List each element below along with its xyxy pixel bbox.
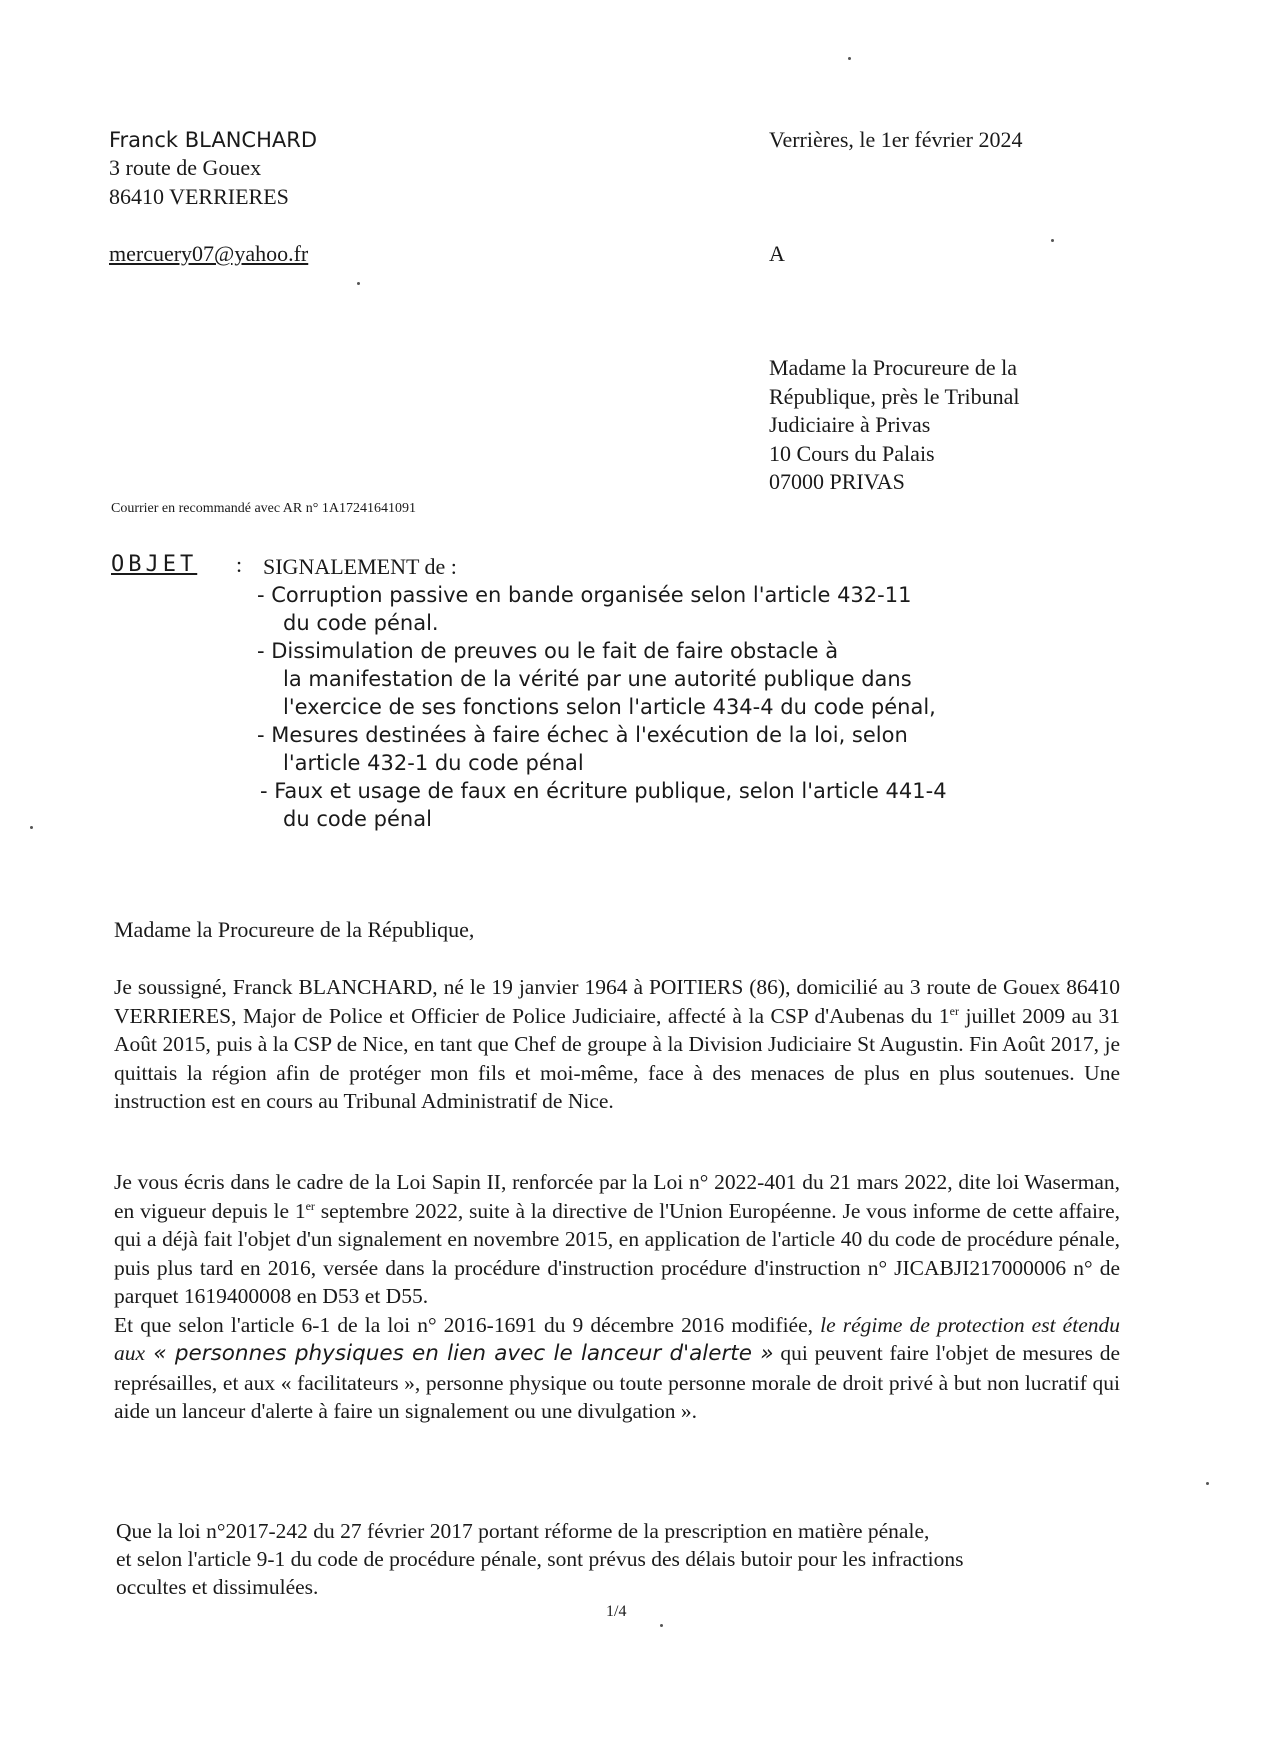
subject-line: - Faux et usage de faux en écriture publique, selon l'article 441-4 [260, 779, 947, 803]
sender-city: 86410 VERRIERES [109, 184, 289, 209]
registered-mail-note: Courrier en recommandé avec AR n° 1A17241641091 [111, 501, 416, 516]
sender-email-link[interactable]: mercuery07@yahoo.fr [109, 241, 309, 266]
paragraph-2-sup: er [305, 1198, 315, 1213]
paragraph-2-text-a: Je vous écris dans le cadre de la Loi Sapin II, renforcée par la Loi n° 2022-401 du 21 mars 2022, dite loi Waserman, en vigueur depuis le 1 [114, 1170, 1120, 1223]
paragraph-3-italic-quote: « personnes physiques en lien avec le lanceur d'alerte » [145, 1341, 774, 1366]
date-line: Verrières, le 1er février 2024 [769, 127, 1023, 152]
paragraph-3-italic: le régime de protection est étendu aux [114, 1312, 1120, 1365]
scan-speck [1206, 1482, 1209, 1485]
paragraph-3-text-b: qui peuvent faire l'objet de mesures de représailles, et aux « facilitateurs », personne physique ou toute personne morale de droit privé à but non lucratif qui aide un lanceur d'alerte à faire un signalement ou une divulgation ». [114, 1341, 1120, 1423]
paragraph-4-line-2: et selon l'article 9-1 du code de procédure pénale, sont prévus des délais butoir pour les infractions [116, 1547, 964, 1571]
paragraph-4-line-1: Que la loi n°2017-242 du 27 février 2017 portant réforme de la prescription en matière pénale, [116, 1519, 930, 1543]
subject-line: - Dissimulation de preuves ou le fait de faire obstacle à [257, 639, 839, 663]
page-number: 1/4 [606, 1603, 627, 1620]
subject-label: OBJET [111, 552, 198, 577]
scan-speck [660, 1624, 663, 1627]
paragraph-2 [114, 1168, 1120, 1426]
subject-line: - Corruption passive en bande organisée selon l'article 432-11 [257, 583, 912, 607]
paragraph-1-text-b: juillet 2009 au 31 Août 2015, puis à la CSP de Nice, en tant que Chef de groupe à la Division Judiciaire St Augustin. Fin Août 2017, je quittais la région afin de protéger mon fils et moi-même, face à des menaces de plus en plus soutenues. Une instruction est en cours au Tribunal Administratif de Nice. [114, 1003, 1120, 1113]
subject-line: l'article 432-1 du code pénal [283, 751, 584, 775]
paragraph-4-line-3: occultes et dissimulées. [116, 1575, 319, 1599]
paragraph-1-text-a: Je soussigné, Franck BLANCHARD, né le 19 janvier 1964 à POITIERS (86), domicilié au 3 route de Gouex 86410 VERRIERES, Major de Police et Officier de Police Judiciaire, affecté à la CSP d'Aubenas du 1 [114, 975, 1120, 1028]
recipient-line-4: 10 Cours du Palais [769, 441, 935, 466]
recipient-line-5: 07000 PRIVAS [769, 469, 905, 494]
recipient-line-1: Madame la Procureure de la [769, 355, 1017, 380]
subject-line: la manifestation de la vérité par une autorité publique dans [283, 667, 912, 691]
subject-line: l'exercice de ses fonctions selon l'article 434-4 du code pénal, [283, 695, 936, 719]
subject-line: - Mesures destinées à faire échec à l'exécution de la loi, selon [257, 723, 908, 747]
subject-line: du code pénal [283, 807, 432, 831]
scan-speck [357, 282, 360, 285]
sender-street: 3 route de Gouex [109, 155, 262, 180]
salutation: Madame la Procureure de la République, [114, 917, 475, 942]
scan-speck [1051, 239, 1054, 242]
paragraph-1-sup: er [949, 1003, 959, 1018]
scan-speck [30, 826, 33, 829]
sender-name: Franck BLANCHARD [109, 128, 317, 152]
subject-line: du code pénal. [283, 611, 439, 635]
paragraph-3-text-a: Et que selon l'article 6-1 de la loi n° 2016-1691 du 9 décembre 2016 modifiée, [114, 1312, 821, 1337]
subject-heading: SIGNALEMENT de : [263, 554, 457, 579]
recipient-line-3: Judiciaire à Privas [769, 412, 931, 437]
recipient-line-2: République, près le Tribunal [769, 384, 1020, 409]
paragraph-1 [114, 973, 1120, 1116]
to-label: A [769, 241, 785, 266]
paragraph-2-text-b: septembre 2022, suite à la directive de l'Union Européenne. Je vous informe de cette affaire, qui a déjà fait l'objet d'un signalement en novembre 2015, en application de l'article 40 du code de procédure pénale, puis plus tard en 2016, versée dans la procédure d'instruction procédure d'instruction n° JICABJI217000006 n° de parquet 1619400008 en D53 et D55. [114, 1198, 1120, 1308]
subject-colon: : [236, 552, 243, 577]
scan-speck [848, 57, 851, 60]
